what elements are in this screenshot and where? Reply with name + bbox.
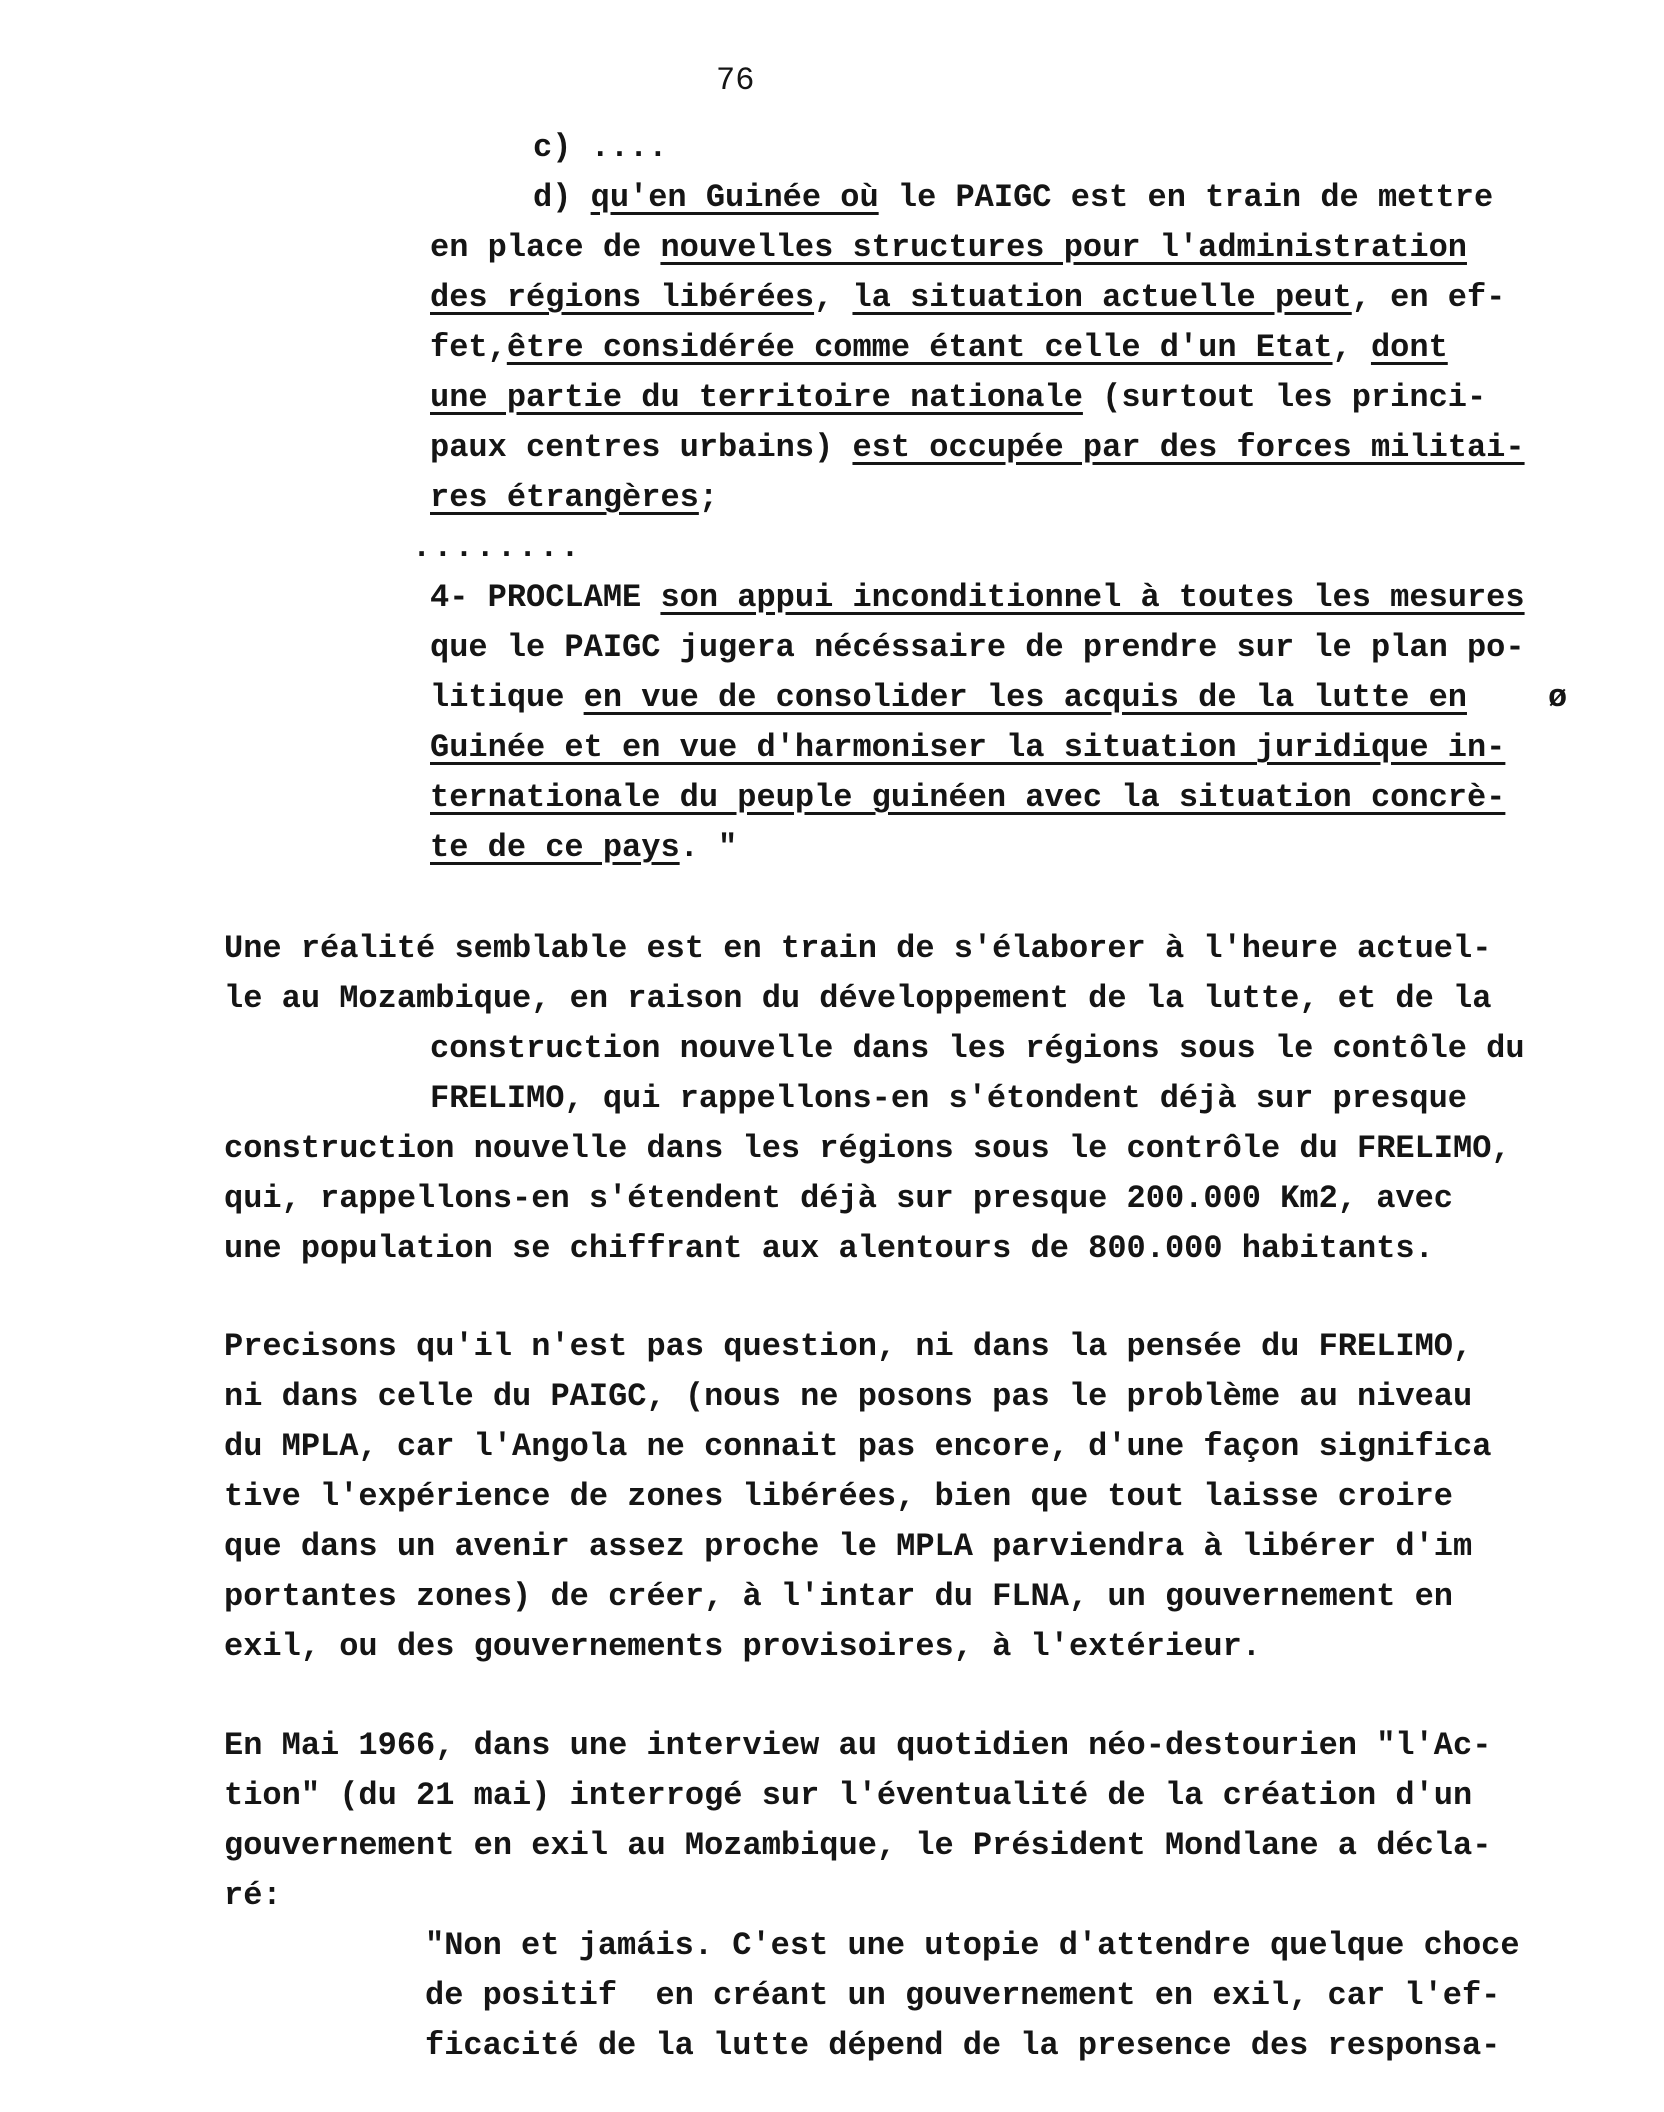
body-line: En Mai 1966, dans une interview au quotidien néo-destourien "l'Ac-	[224, 1727, 1492, 1764]
body-line: ré:	[224, 1877, 282, 1914]
body-line: Precisons qu'il n'est pas question, ni dans la pensée du FRELIMO,	[224, 1328, 1473, 1365]
quote-line: litique en vue de consolider les acquis de la lutte en	[430, 679, 1467, 716]
quote-line: ficacité de la lutte dépend de la presence des responsa-	[425, 2027, 1501, 2064]
body-line: exil, ou des gouvernements provisoires, à l'extérieur.	[224, 1628, 1261, 1665]
body-line: du MPLA, car l'Angola ne connait pas encore, d'une façon significa	[224, 1428, 1492, 1465]
ellipsis-line: ........	[412, 529, 582, 566]
quote-item-c: c) ....	[533, 129, 668, 166]
body-line: le au Mozambique, en raison du développement de la lutte, et de la	[224, 980, 1492, 1017]
quote-line: que le PAIGC jugera nécéssaire de prendre sur le plan po-	[430, 629, 1525, 666]
quote-line: paux centres urbains) est occupée par des forces militai-	[430, 429, 1525, 466]
page-number: 76	[716, 62, 755, 99]
body-line: construction nouvelle dans les régions sous le contrôle du FRELIMO,	[224, 1130, 1511, 1167]
quote-line: fet,être considérée comme étant celle d'un Etat, dont	[430, 329, 1448, 366]
quote-line: te de ce pays. "	[430, 829, 738, 866]
body-line: tive l'expérience de zones libérées, bien que tout laisse croire	[224, 1478, 1453, 1515]
margin-mark: ø	[1548, 679, 1568, 716]
body-line: portantes zones) de créer, à l'intar du FLNA, un gouvernement en	[224, 1578, 1453, 1615]
body-line: construction nouvelle dans les régions sous le contôle du	[430, 1030, 1525, 1067]
body-line: FRELIMO, qui rappellons-en s'étondent déjà sur presque	[430, 1080, 1467, 1117]
quote-line: des régions libérées, la situation actuelle peut, en ef-	[430, 279, 1506, 316]
quote-line: Guinée et en vue d'harmoniser la situation juridique in-	[430, 729, 1506, 766]
quote-line: de positif en créant un gouvernement en exil, car l'ef-	[425, 1977, 1501, 2014]
body-line: une population se chiffrant aux alentours de 800.000 habitants.	[224, 1230, 1434, 1267]
body-line: tion" (du 21 mai) interrogé sur l'éventualité de la création d'un	[224, 1777, 1473, 1814]
body-line: ni dans celle du PAIGC, (nous ne posons pas le problème au niveau	[224, 1378, 1473, 1415]
body-line: que dans un avenir assez proche le MPLA parviendra à libérer d'im	[224, 1528, 1473, 1565]
quote-line: ternationale du peuple guinéen avec la situation concrè-	[430, 779, 1506, 816]
body-line: gouvernement en exil au Mozambique, le Président Mondlane a décla-	[224, 1827, 1492, 1864]
body-line: Une réalité semblable est en train de s'élaborer à l'heure actuel-	[224, 930, 1492, 967]
quote-line: une partie du territoire nationale (surtout les princi-	[430, 379, 1487, 416]
quote-line: d) qu'en Guinée où le PAIGC est en train de mettre	[533, 179, 1494, 216]
quote-line: res étrangères;	[430, 479, 719, 516]
body-line: qui, rappellons-en s'étendent déjà sur presque 200.000 Km2, avec	[224, 1180, 1453, 1217]
quote-line: "Non et jamáis. C'est une utopie d'attendre quelque choce	[425, 1927, 1520, 1964]
quote-line: en place de nouvelles structures pour l'administration	[430, 229, 1467, 266]
quote-line: 4- PROCLAME son appui inconditionnel à toutes les mesures	[430, 579, 1525, 616]
